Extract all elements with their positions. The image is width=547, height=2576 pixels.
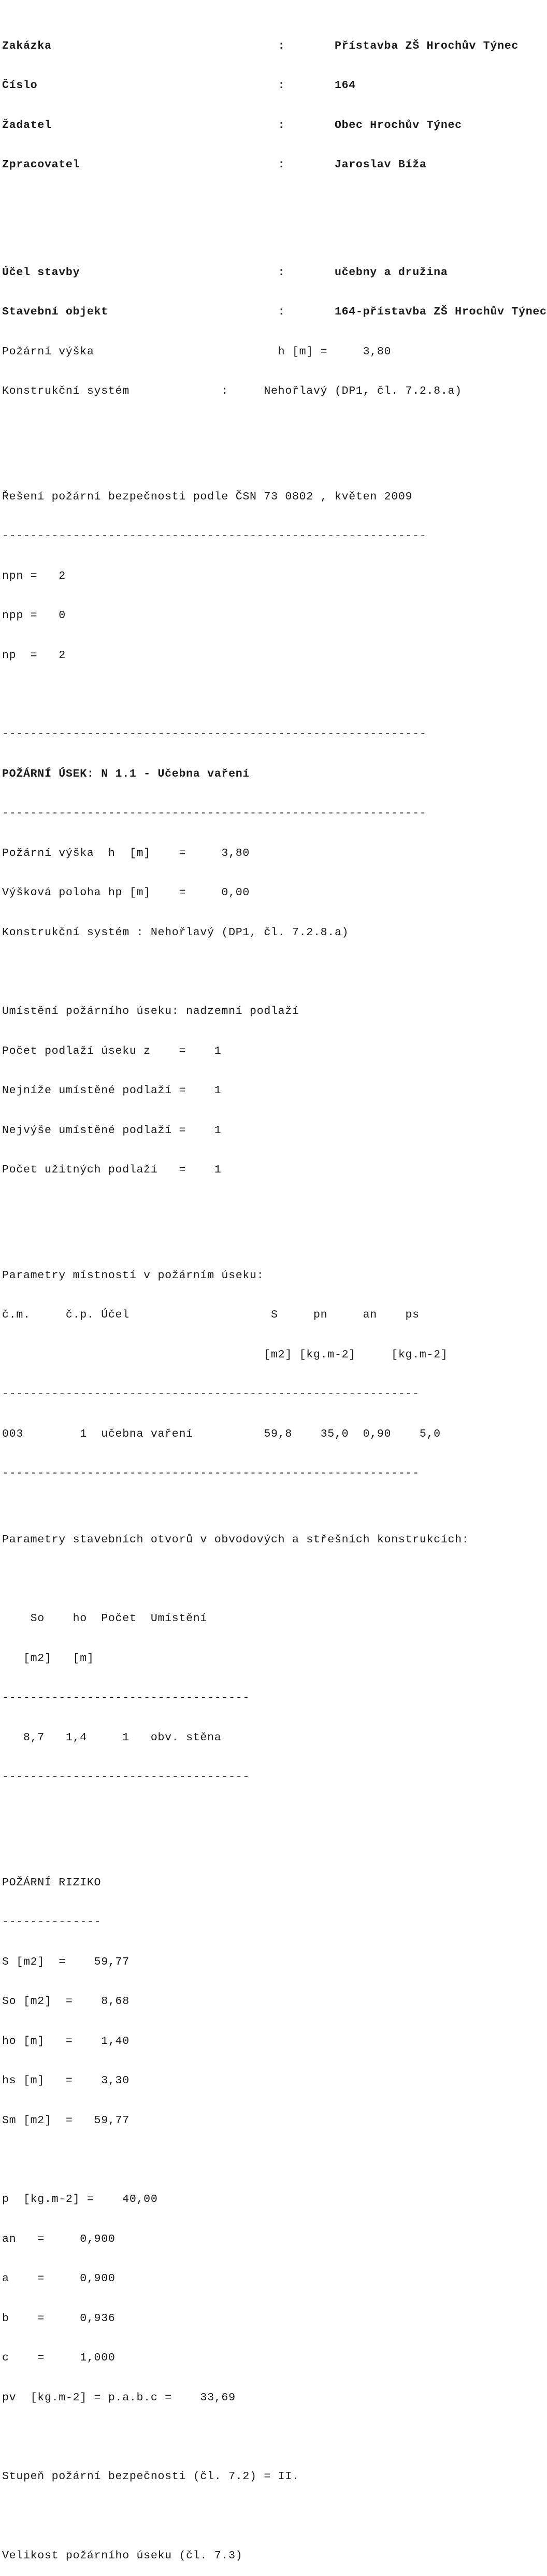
header-value: Přístavba ZŠ Hrochův Týnec (334, 39, 519, 52)
risk-line: ho [m] = 1,40 (2, 2035, 129, 2048)
divider: -------------- (2, 1916, 102, 1928)
stupen-line: Stupeň požární bezpečnosti (čl. 7.2) = II. (2, 2470, 299, 2483)
risk-line: p [kg.m-2] = 40,00 (2, 2193, 158, 2206)
table-row: 8,7 1,4 1 obv. stěna (2, 1731, 222, 1744)
risk-title: POŽÁRNÍ RIZIKO (2, 1876, 102, 1889)
konstrukcni-system-line: Konstrukční systém : Nehořlavý (DP1, čl. 7.2.8.a) (2, 385, 462, 397)
section-line: Počet užitných podlaží = 1 (2, 1164, 222, 1176)
header-row-cislo: Číslo : 164 (2, 79, 356, 92)
openings-header-units: [m2] [m] (2, 1652, 94, 1665)
risk-line: Sm [m2] = 59,77 (2, 2114, 129, 2127)
header-value: Jaroslav Bíža (334, 159, 427, 171)
ucel-stavby-value: učebny a družina (334, 266, 448, 279)
header-row-zakazka: Zakázka : Přístavba ZŠ Hrochův Týnec (2, 39, 519, 52)
divider: ----------------------------------- (2, 1692, 250, 1704)
section-line: Nejníže umístěné podlaží = 1 (2, 1084, 222, 1097)
divider: ------------------------------------------------------------ (2, 807, 427, 820)
stavebni-objekt-row: Stavební objekt : 164-přístavba ZŠ Hrochův Týnec (2, 306, 547, 318)
pozarni-vyska-line: Požární výška h [m] = 3,80 (2, 345, 392, 358)
header-label: Zpracovatel (2, 159, 80, 171)
header-row-zpracovatel: Zpracovatel : Jaroslav Bíža (2, 159, 427, 171)
npp-line: npp = 0 (2, 609, 66, 622)
section-line: Konstrukční systém : Nehořlavý (DP1, čl. 7.2.8.a) (2, 926, 349, 939)
risk-line: an = 0,900 (2, 2232, 116, 2245)
section-line: Nejvýše umístěné podlaží = 1 (2, 1124, 222, 1137)
rooms-header-units: [m2] [kg.m-2] [kg.m-2] (2, 1348, 448, 1361)
solution-title: Řešení požární bezpečnosti podle ČSN 73 0802 , květen 2009 (2, 490, 413, 503)
npn-line: npn = 2 (2, 569, 66, 582)
stavebni-objekt-value: 164-přístavba ZŠ Hrochův Týnec (334, 306, 547, 318)
document-page (2, 0, 547, 2576)
header-label: Číslo (2, 79, 38, 92)
divider: ----------------------------------------------------------- (2, 1388, 420, 1400)
np-line: np = 2 (2, 649, 66, 662)
divider: ------------------------------------------------------------ (2, 728, 427, 740)
divider: ----------------------------------- (2, 1771, 250, 1783)
table-row: 003 1 učebna vaření 59,8 35,0 0,90 5,0 (2, 1427, 441, 1440)
section-line: Počet podlaží úseku z = 1 (2, 1044, 222, 1057)
header-label: Zakázka (2, 39, 52, 52)
risk-line: So [m2] = 8,68 (2, 1995, 129, 2008)
stavebni-objekt-label: Stavební objekt (2, 306, 108, 318)
section-line: Umístění požárního úseku: nadzemní podlaží (2, 1005, 299, 1018)
header-value: 164 (334, 79, 356, 92)
header-value: Obec Hrochův Týnec (334, 119, 462, 132)
header-label: Žadatel (2, 119, 52, 132)
risk-line: hs [m] = 3,30 (2, 2074, 129, 2087)
risk-line: S [m2] = 59,77 (2, 1955, 129, 1968)
divider: ----------------------------------------------------------- (2, 1467, 420, 1480)
header-row-zadatel: Žadatel : Obec Hrochův Týnec (2, 119, 462, 132)
section-heading: POŽÁRNÍ ÚSEK: N 1.1 - Učebna vaření (2, 767, 250, 780)
ucel-stavby-label: Účel stavby (2, 266, 80, 279)
rooms-header: č.m. č.p. Účel S pn an ps (2, 1309, 420, 1321)
section-line: Požární výška h [m] = 3,80 (2, 847, 250, 860)
risk-line: c = 1,000 (2, 2352, 116, 2364)
risk-line: a = 0,900 (2, 2272, 116, 2285)
risk-line: b = 0,936 (2, 2312, 116, 2325)
openings-title: Parametry stavebních otvorů v obvodových a střešních konstrukcích: (2, 1533, 469, 1546)
divider: ------------------------------------------------------------ (2, 530, 427, 542)
velikost-line: Velikost požárního úseku (čl. 7.3) (2, 2549, 243, 2562)
section-line: Výšková poloha hp [m] = 0,00 (2, 886, 250, 899)
risk-line: pv [kg.m-2] = p.a.b.c = 33,69 (2, 2391, 236, 2404)
ucel-stavby-row: Účel stavby : učebny a družina (2, 266, 448, 279)
openings-header: So ho Počet Umístění (2, 1612, 208, 1625)
rooms-title: Parametry místností v požárním úseku: (2, 1269, 264, 1282)
